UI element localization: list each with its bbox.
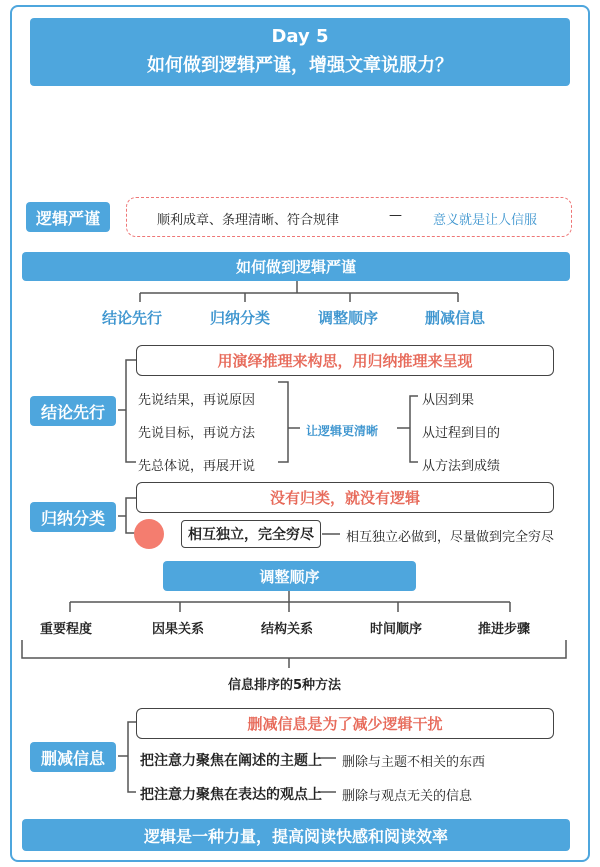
rigor-meaning: 意义就是让人信服 xyxy=(433,213,538,228)
rigor-points: 顺利成章、条理清晰、符合规律 xyxy=(157,213,340,228)
classify-principle: 相互独立，完全穷尽 xyxy=(181,520,321,548)
conclusion-right-1: 从因到果 xyxy=(422,393,475,408)
day-label: Day 5 xyxy=(271,26,329,47)
order-item-steps: 推进步骤 xyxy=(478,622,531,637)
conclusion-left-3: 先总体说，再展开说 xyxy=(138,459,256,474)
order-summary: 信息排序的5种方法 xyxy=(228,678,342,693)
page-title: 如何做到逻辑严谨，增强文章说服力？ xyxy=(147,55,453,76)
order-item-importance: 重要程度 xyxy=(40,622,93,637)
trim-row-1-note: 删除与主题不相关的东西 xyxy=(342,755,486,770)
classify-note: 相互独立必做到，尽量做到完全穷尽 xyxy=(346,530,555,545)
classify-label: 归纳分类 xyxy=(30,502,116,532)
rigor-label: 逻辑严谨 xyxy=(26,202,110,232)
method-order: 调整顺序 xyxy=(318,309,379,327)
conclusion-middle: 让逻辑更清晰 xyxy=(306,424,379,438)
footer-banner: 逻辑是一种力量，提高阅读快感和阅读效率 xyxy=(22,819,570,851)
how-bar: 如何做到逻辑严谨 xyxy=(22,252,570,281)
trim-row-1-main: 把注意力聚焦在阐述的主题上 xyxy=(140,753,322,769)
trim-label: 删减信息 xyxy=(30,742,116,772)
classify-headline: 没有归类，就没有逻辑 xyxy=(136,482,554,513)
rigor-dash: — xyxy=(389,208,402,223)
highlight-circle xyxy=(134,519,164,549)
conclusion-right-2: 从过程到目的 xyxy=(422,426,501,441)
trim-row-2-note: 删除与观点无关的信息 xyxy=(342,789,473,804)
trim-headline: 删减信息是为了减少逻辑干扰 xyxy=(136,708,554,739)
method-trim: 删减信息 xyxy=(425,309,486,327)
conclusion-right-3: 从方法到成绩 xyxy=(422,459,501,474)
order-item-causal: 因果关系 xyxy=(152,622,205,637)
method-classify: 归纳分类 xyxy=(210,309,271,327)
conclusion-label: 结论先行 xyxy=(30,396,116,426)
conclusion-headline: 用演绎推理来构思，用归纳推理来呈现 xyxy=(136,345,554,376)
rigor-definition-box xyxy=(126,197,572,237)
header-banner xyxy=(30,18,570,86)
order-bar: 调整顺序 xyxy=(163,561,416,591)
trim-row-2-main: 把注意力聚焦在表达的观点上 xyxy=(140,787,322,803)
conclusion-left-2: 先说目标，再说方法 xyxy=(138,426,256,441)
order-item-structure: 结构关系 xyxy=(261,622,314,637)
order-item-time: 时间顺序 xyxy=(370,622,423,637)
method-conclusion: 结论先行 xyxy=(102,309,163,327)
conclusion-left-1: 先说结果，再说原因 xyxy=(138,393,256,408)
